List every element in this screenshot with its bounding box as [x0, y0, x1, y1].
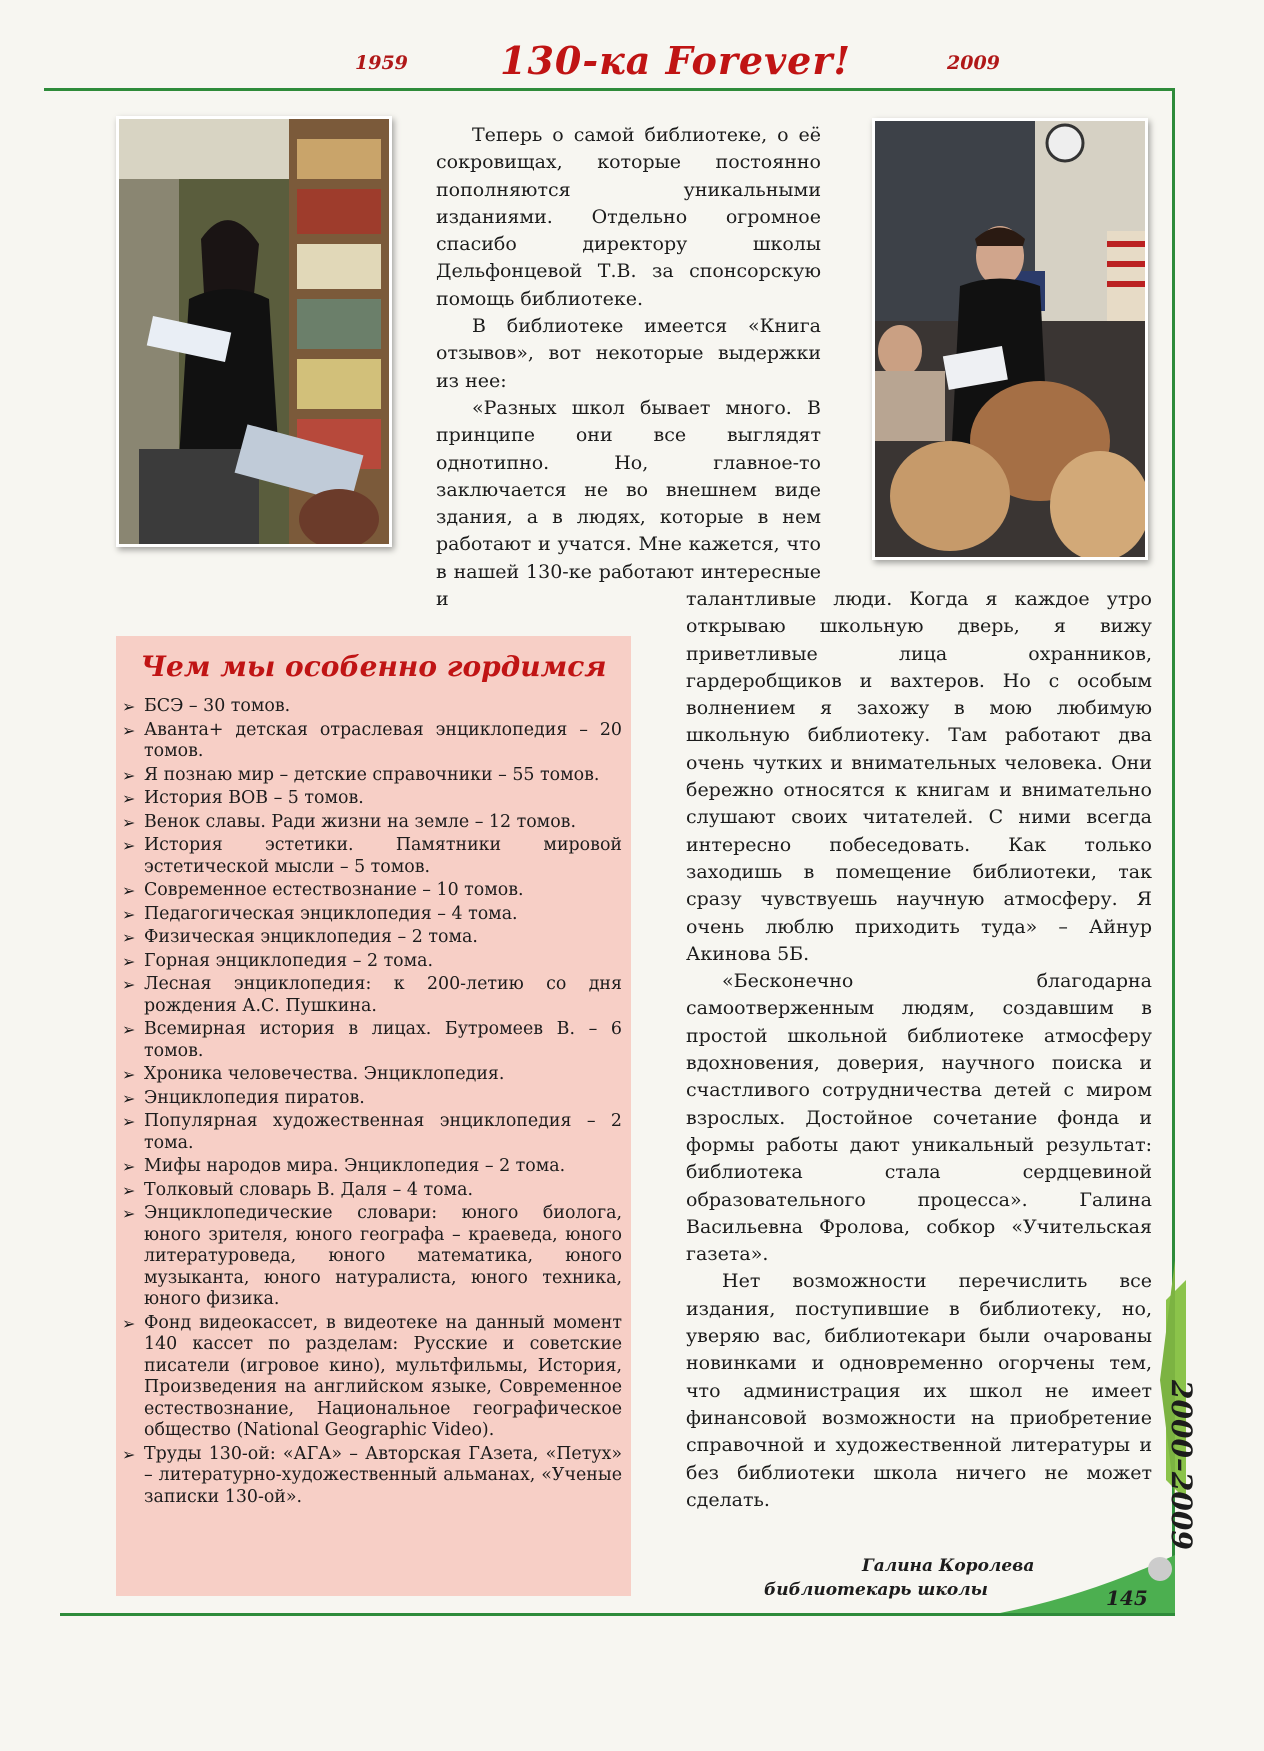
list-item: ➢ Хроника человечества. Энциклопедия. [122, 1064, 622, 1086]
list-item: ➢ Венок славы. Ради жизни на земле – 12 томов. [122, 812, 622, 834]
author-name: Галина Королева [862, 1556, 1035, 1576]
list-item: ➢ Популярная художественная энциклопедия – 2 тома. [122, 1111, 622, 1154]
year-right: 2009 [947, 52, 1000, 74]
list-item: ➢ Педагогическая энциклопедия – 4 тома. [122, 904, 622, 926]
right-text-column [686, 586, 1152, 1514]
intro-paragraph-3: «Разных школ бывает много. В принципе они все выглядят однотипно. Но, главное-то заключается не во внешнем виде здания, а в людях, которые в нем работают и учатся. Мне кажется, что в нашей 130-ке работают интересные и [436, 396, 821, 611]
right-paragraph-2: «Бесконечно благодарна самоотверженным людям, создавшим в простой школьной библиотеке атмосферу вдохновения, доверия, научного поиска и счастливого сотрудничества детей с миром взрослых. Достойное сочетание фонда и формы работы дают уникальный результат: библиотека стала сердцевиной образовательного процесса». Галина Васильевна Фролова, собкор «Учительская газета». [686, 970, 1152, 1266]
author-role: библиотекарь школы [764, 1580, 988, 1600]
photo-boy-reading [872, 118, 1148, 560]
side-year-label: 2000–2009 [1165, 1380, 1198, 1550]
masthead-title: 130-ка Forever! [500, 38, 852, 83]
list-item: ➢ История эстетики. Памятники мировой эстетической мысли – 5 томов. [122, 835, 622, 878]
list-item: ➢ БСЭ – 30 томов. [122, 696, 622, 718]
list-item: ➢ Всемирная история в лицах. Бутромеев В. – 6 томов. [122, 1019, 622, 1062]
frame-top-line [44, 88, 1174, 91]
list-item: ➢ История ВОВ – 5 томов. [122, 788, 622, 810]
year-left: 1959 [355, 52, 408, 74]
list-item: ➢ Я познаю мир – детские справочники – 55 томов. [122, 765, 622, 787]
pride-box-title: Чем мы особенно гордимся [140, 650, 607, 683]
pride-list [122, 696, 622, 1510]
list-item: ➢ Горная энциклопедия – 2 тома. [122, 951, 622, 973]
page-number: 145 [1106, 1586, 1148, 1610]
photo-girl-reading [116, 116, 392, 547]
list-item: ➢ Аванта+ детская отраслевая энциклопедия – 20 томов. [122, 720, 622, 763]
intro-paragraph-2: В библиотеке имеется «Книга отзывов», вот некоторые выдержки из нее: [436, 315, 821, 392]
list-item: ➢ Фонд видеокассет, в видеотеке на данный момент 140 кассет по разделам: Русские и советские писатели (игровое кино), мультфильмы, История, Произведения на английском языке, Современное естествознание, Национальное географическое общество (National Geographic Video). [122, 1313, 622, 1442]
right-paragraph-3: Нет возможности перечислить все издания, поступившие в библиотеку, но, уверяю вас, библиотекари были очарованы новинками и одновременно огорчены тем, что администрация их школ не имеет финансовой возможности на приобретение справочной и художественной литературы и без библиотеки школа ничего не может сделать. [686, 1270, 1152, 1511]
intro-paragraph-1: Теперь о самой библиотеке, о её сокровищах, которые постоянно пополняются уникальными изданиями. Отдельно огромное спасибо директору школы Дельфонцевой Т.В. за спонсорскую помощь библиотеке. [436, 124, 821, 310]
list-item: ➢ Труды 130-ой: «АГА» – Авторская ГАзета, «Петух» – литературно-художественный альманах, «Ученые записки 130-ой». [122, 1444, 622, 1509]
list-item: ➢ Энциклопедические словари: юного биолога, юного зрителя, юного географа – краеведа, юного литературоведа, юного математика, юного музыканта, юного натуралиста, юного техника, юного физика. [122, 1203, 622, 1311]
list-item: ➢ Физическая энциклопедия – 2 тома. [122, 927, 622, 949]
list-item: ➢ Современное естествознание – 10 томов. [122, 880, 622, 902]
list-item: ➢ Мифы народов мира. Энциклопедия – 2 тома. [122, 1156, 622, 1178]
list-item: ➢ Энциклопедия пиратов. [122, 1088, 622, 1110]
list-item: ➢ Лесная энциклопедия: к 200-летию со дня рождения А.С. Пушкина. [122, 974, 622, 1017]
intro-text-column [436, 122, 821, 613]
right-paragraph-1: талантливые люди. Когда я каждое утро открываю школьную дверь, я вижу приветливые лица охранников, гардеробщиков и вахтеров. Но с особым волнением я захожу в мою любимую школьную библиотеку. Там работают два очень чутких и внимательных человека. Они бережно относятся к книгам и внимательно слушают своих читателей. С ними всегда интересно побеседовать. Как только заходишь в помещение библиотеки, так сразу чувствуешь научную атмосферу. Я очень люблю приходить туда» – Айнур Акинова 5Б. [686, 588, 1152, 965]
pride-box [116, 636, 631, 1596]
list-item: ➢ Толковый словарь В. Даля – 4 тома. [122, 1180, 622, 1202]
